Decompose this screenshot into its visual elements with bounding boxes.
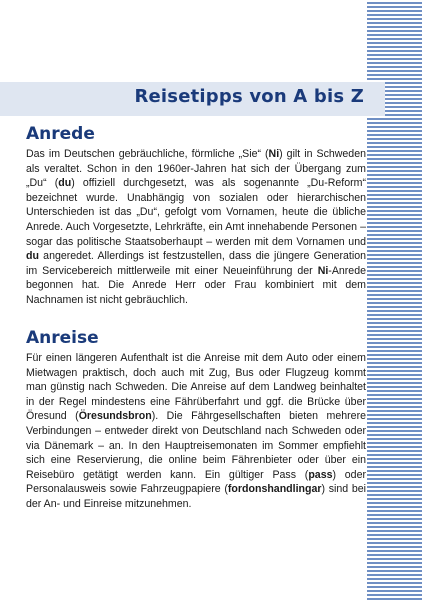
section-body-anreise [26, 351, 366, 512]
term-highlight: du [58, 177, 72, 190]
term-highlight: Ni [268, 148, 280, 160]
text-segment: ) sind bei der An- und Einreise mitzunehmen. [26, 483, 366, 510]
text-segment: ) oder Personalausweis sowie Fahrzeugpapiere ( [26, 468, 366, 496]
term-highlight: fordonshandlingar [227, 483, 322, 496]
term-highlight: Öresundsbron [78, 410, 152, 423]
term-highlight: pass [308, 468, 333, 481]
term-highlight: du [26, 250, 39, 263]
term-highlight: Ni [317, 264, 329, 277]
text-segment: ). Die Fährgesellschaften bieten mehrere Verbindungen – entweder direkt von Deutschland nach Schweden oder via Dänemark – an. In den Hauptreisemonaten im Sommer empfiehlt sich eine Reservierung, die online beim Fährenbieter oder über ein Reisebüro getätigt werden kann. Ein gültiger Pass ( [26, 410, 366, 481]
page-title: Reisetipps von A bis Z [134, 86, 364, 107]
text-segment: Für einen längeren Aufenthalt ist die Anreise mit dem Auto oder einem Mietwagen praktisch, doch auch mit Zug, Bus oder Flugzeug kommt man günstig nach Schweden. Die Anreise auf dem Landweg beinhaltet in der Regel mindestens eine Fährüberfahrt und ggf. die Brücke über Öresund ( [26, 352, 366, 423]
text-segment: angeredet. Allerdings ist festzustellen, dass die jüngere Generation im Servicebereich mittlerweile mit einer Neueinführung der [26, 250, 366, 277]
section-body-anrede [26, 147, 366, 308]
text-segment: Das im Deutschen gebräuchliche, förmliche „Sie“ ( [26, 148, 269, 160]
text-segment: ) gilt in Schweden als veraltet. Schon in den 1960er-Jahren hat sich der Übergang zum „Du“ ( [26, 148, 366, 190]
section-heading-anrede: Anrede [26, 124, 95, 144]
section-heading-anreise: Anreise [26, 328, 99, 348]
text-segment: -Anrede begonnen hat. Die Anrede Herr oder Frau kombiniert mit dem Nachnamen ist nicht gebräuchlich. [26, 264, 366, 306]
text-segment: ) offiziell durchgesetzt, was als sogenannte „Du-Reform“ bezeichnet wurde. Unabhängig von sozialen oder hierarchischen Unterschieden ist das „Du“, gefolgt vom Vornamen, heute die übliche Anrede. Auch Vorgesetzte, Lehrkräfte, ein Amt innehabende Personen – sogar das politische Staatsoberhaupt – werden mit dem Vornamen und [26, 177, 366, 248]
